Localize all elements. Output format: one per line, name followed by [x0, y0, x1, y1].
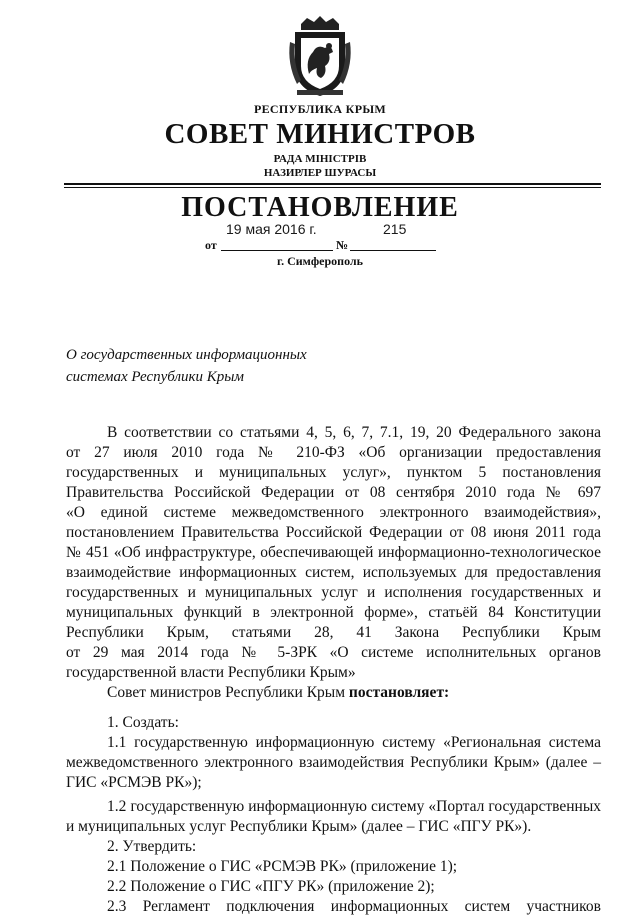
republic-name: РЕСПУБЛИКА КРЫМ [253, 102, 387, 116]
item-2-3: 2.3 Регламент подключения информационных систем участников [107, 898, 601, 915]
item-1-2-cont: и муниципальных услуг Республики Крым» (далее – ГИС «ПГУ РК»). [66, 818, 532, 835]
body-line: государственных и муниципальных услуг», пунктом 5 постановления [66, 464, 601, 481]
body-line: от 27 июля 2010 года № 210-ФЗ «Об организации предоставления [66, 444, 601, 461]
body-line: постановлением Правительства Российской Федерации от 08 июня 2011 года [66, 524, 601, 541]
body-line: взаимодействие информационных систем, используемых для предоставления [66, 564, 601, 581]
resolution-line [107, 683, 601, 703]
subject-line: О государственных информационных [66, 347, 307, 363]
item-1-1-cont: межведомственного электронного взаимодействия Республики Крым» (далее – [66, 754, 601, 771]
decree-number: 215 [383, 221, 407, 237]
body-line: от 29 мая 2014 года № 5-ЗРК «О системе исполнительных органов [66, 644, 601, 661]
decree-subject [66, 344, 307, 388]
item-1-1-cont: ГИС «РСМЭВ РК»); [66, 774, 202, 791]
rada-ukrainian: РАДА МІНІСТРІВ [273, 153, 367, 165]
city-name: г. Симферополь [277, 254, 363, 268]
item-1: 1. Создать: [107, 714, 179, 731]
number-label: № [336, 238, 349, 252]
item-2-1: 2.1 Положение о ГИС «РСМЭВ РК» (приложение 1); [107, 858, 458, 875]
item-1-1: 1.1 государственную информационную систему «Региональная система [107, 734, 601, 751]
rada-crimean-tatar: НАЗИРЛЕР ШУРАСЫ [263, 167, 377, 179]
body-line: Правительства Российской Федерации от 08 сентября 2010 года № 697 [66, 484, 601, 501]
item-2-2: 2.2 Положение о ГИС «ПГУ РК» (приложение 2); [107, 878, 435, 895]
council-title-translations [0, 152, 640, 180]
body-line: № 451 «Об инфраструктуре, обеспечивающей информационно-технологическое [66, 544, 601, 561]
resolution-prefix: Совет министров Республики Крым [107, 684, 349, 701]
document-type-title: ПОСТАНОВЛЕНИЕ [181, 192, 459, 223]
body-line: В соответствии со статьями 4, 5, 6, 7, 7.1, 19, 20 Федерального закона [107, 424, 601, 441]
header-divider-thin [64, 187, 601, 188]
header-divider-thick [64, 183, 601, 185]
item-2: 2. Утвердить: [107, 838, 197, 855]
item-1-2: 1.2 государственную информационную систему «Портал государственных [107, 798, 601, 815]
subject-line: системах Республики Крым [66, 369, 244, 385]
date-blank-line [221, 250, 333, 251]
body-line: Республики Крым, статьями 28, 41 Закона Республики Крым [66, 624, 601, 641]
date-label: от [205, 238, 217, 252]
council-title: СОВЕТ МИНИСТРОВ [164, 118, 476, 150]
resolution-verb: постановляет: [348, 684, 450, 701]
number-blank-line [350, 250, 436, 251]
crimea-coat-of-arms-icon [287, 14, 353, 98]
body-line: государственных и муниципальных услуг и исполнения государственных и [66, 584, 601, 601]
body-line: «О единой системе межведомственного электронного взаимодействия», [66, 504, 601, 521]
decree-date: 19 мая 2016 г. [226, 221, 317, 237]
body-line: государственной власти Республики Крым» [66, 664, 356, 681]
body-line: муниципальных функций в электронной форме», статьёй 84 Конституции [66, 604, 601, 621]
